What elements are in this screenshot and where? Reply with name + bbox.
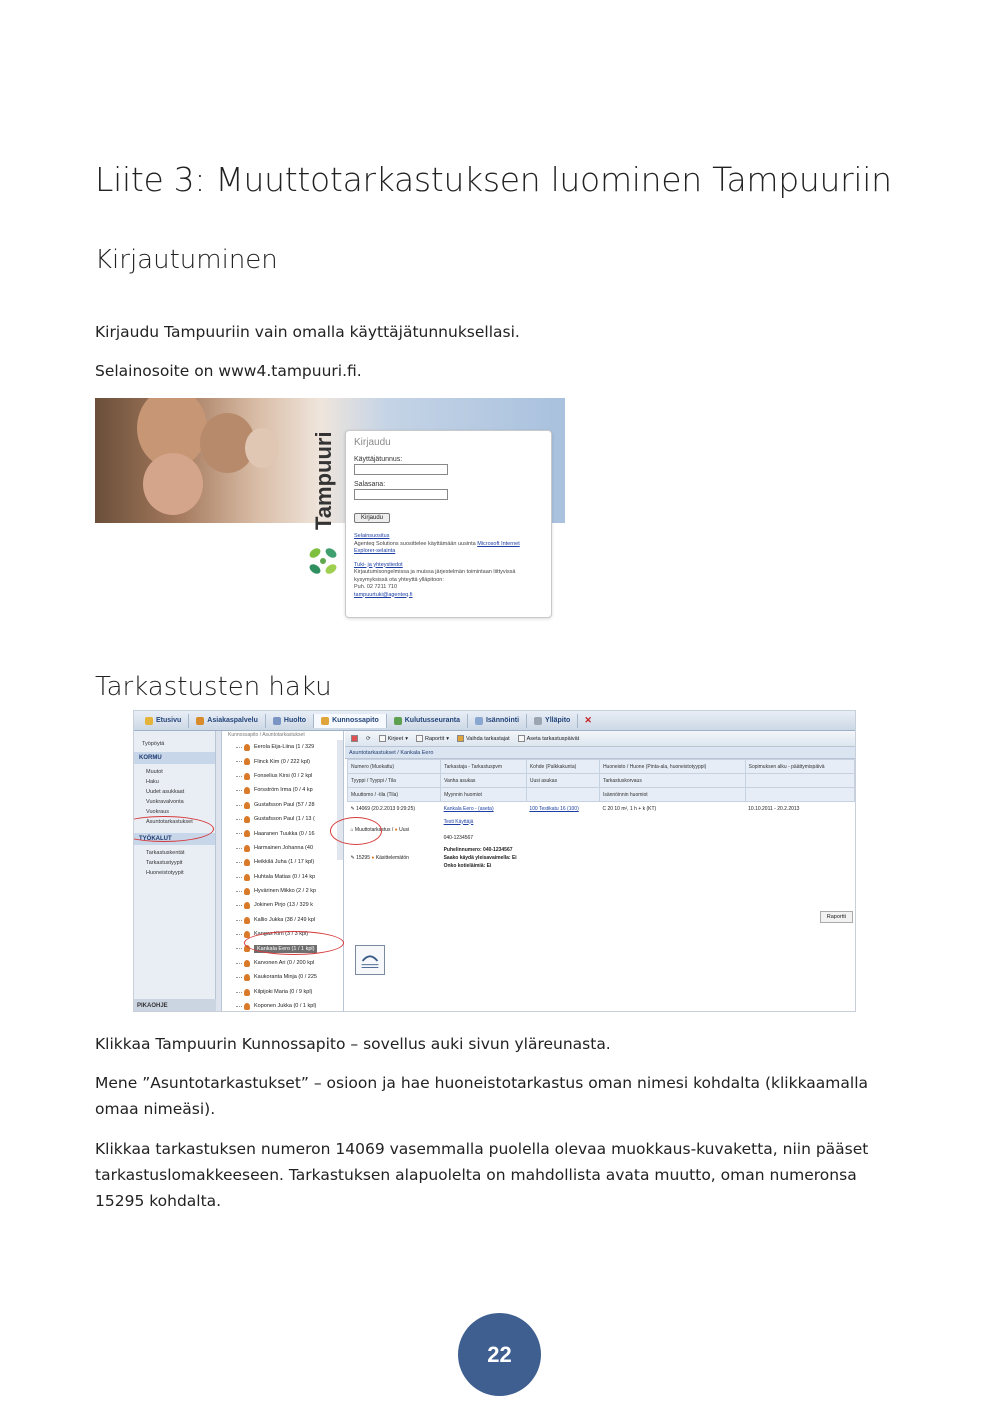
menu-yllapito[interactable]: Ylläpito bbox=[527, 714, 578, 728]
login-screenshot bbox=[95, 398, 565, 623]
contract-dates: 10.10.2011 - 20.2.2013 bbox=[748, 805, 800, 812]
tree-item[interactable] bbox=[222, 956, 343, 970]
login-panel-title: Kirjaudu bbox=[354, 437, 391, 448]
nav-section-tyokalut[interactable]: TYÖKALUT bbox=[134, 833, 215, 845]
person-icon bbox=[244, 917, 250, 924]
tree-connector bbox=[236, 963, 242, 964]
inspection-grid bbox=[347, 759, 855, 872]
nav-item-tarkastustyypit[interactable]: Tarkastustyypit bbox=[146, 860, 183, 866]
tree-connector bbox=[236, 761, 242, 762]
menu-isannointi[interactable]: Isännöinti bbox=[468, 714, 527, 728]
col-header: Vanha asukas bbox=[441, 774, 527, 788]
tree-item[interactable] bbox=[222, 999, 343, 1012]
tree-item-label: Flinck Kim (0 / 222 kpl) bbox=[254, 758, 310, 765]
tree-item[interactable] bbox=[222, 812, 343, 826]
col-header: Sopimuksen alku - päättymispäivä bbox=[745, 760, 854, 774]
tree-breadcrumb: Kunnossapito / Asuntotarkastukset bbox=[228, 732, 305, 738]
toolbar-raportit[interactable]: Raportit ▾ bbox=[416, 735, 449, 742]
tree-connector bbox=[236, 977, 242, 978]
tree-item-label: Huhtala Matias (0 / 14 kp bbox=[254, 873, 316, 880]
col-header: Tarkastaja - Tarkastuspvm bbox=[441, 760, 527, 774]
login-panel bbox=[345, 430, 552, 618]
password-field[interactable] bbox=[354, 489, 448, 500]
tree-item-label: Heikkilä Juha (1 / 17 kpl) bbox=[254, 859, 315, 866]
status-new: Uusi bbox=[399, 826, 410, 833]
nav-item-tarkastuskentat[interactable]: Tarkastuskentät bbox=[146, 850, 185, 856]
tree-item-label: Koponen Jukka (0 / 1 kpl) bbox=[254, 1003, 317, 1010]
table-row bbox=[348, 816, 855, 844]
tree-connector bbox=[236, 833, 242, 834]
inspector-link[interactable]: Kankala Eero - (aseta) bbox=[443, 805, 494, 812]
paragraph-open-kunnossapito: Klikkaa Tampuurin Kunnossapito – sovellus auki sivun yläreunasta. bbox=[95, 1035, 611, 1053]
col-header bbox=[745, 774, 854, 788]
close-icon[interactable]: ✕ bbox=[584, 715, 592, 725]
nav-item-haku[interactable]: Haku bbox=[146, 779, 159, 785]
tree-connector bbox=[236, 848, 242, 849]
paragraph-login-instruction: Kirjaudu Tampuuriin vain omalla käyttäjätunnuksellasi. bbox=[95, 323, 520, 341]
tree-item-label: Forsström Irma (0 / 4 kp bbox=[254, 787, 313, 794]
table-row[interactable] bbox=[348, 844, 855, 872]
menu-kunnossapito[interactable]: Kunnossapito bbox=[314, 714, 387, 728]
tampuuri-leaf-logo bbox=[305, 543, 341, 579]
nav-item-vuokraus[interactable]: Vuokraus bbox=[146, 809, 170, 815]
move-pets: Onko kotieläimiä: Ei bbox=[443, 862, 492, 869]
tree-connector bbox=[236, 920, 242, 921]
document-thumbnail-icon[interactable] bbox=[355, 945, 385, 975]
table-row[interactable] bbox=[348, 802, 855, 816]
person-icon bbox=[244, 773, 250, 780]
tree-item-label: Gustafsson Paul (57 / 28 bbox=[254, 801, 315, 808]
tree-connector bbox=[236, 992, 242, 993]
section-heading-login: Kirjautuminen bbox=[95, 245, 278, 275]
grid-title: Asuntotarkastukset / Kankala Eero bbox=[345, 747, 856, 759]
tree-item-label: Haaranen Tuukka (0 / 16 bbox=[254, 830, 315, 837]
tree-connector bbox=[236, 905, 242, 906]
tree-item-label: Gustafsson Paul (1 / 13 ( bbox=[254, 816, 315, 823]
highlight-ring-own-name bbox=[244, 931, 344, 955]
col-header: Numero (Muokattu) bbox=[348, 760, 441, 774]
toolbar-icon-a[interactable] bbox=[351, 735, 358, 742]
paragraph-edit-icon: Klikkaa tarkastuksen numeron 14069 vasemmalla puolella olevaa muokkaus-kuvaketta, niin pääset tarkastuslomakkeeseen. Tarkastuksen alapuolelta on mahdollista avata muutto, oman numeronsa 15295 kohdalta. bbox=[95, 1140, 869, 1210]
move-key-access: Saako käydä yleisavaimella: Ei bbox=[443, 854, 517, 861]
col-header bbox=[745, 788, 854, 802]
tree-item[interactable] bbox=[222, 769, 343, 783]
move-phone: Puhelinnumero: 040-1234567 bbox=[443, 846, 513, 853]
person-icon bbox=[244, 902, 250, 909]
tree-item[interactable] bbox=[222, 970, 343, 984]
nav-item-muutot[interactable]: Muutot bbox=[146, 769, 163, 775]
grid-header-row bbox=[348, 788, 855, 802]
tree-connector bbox=[236, 805, 242, 806]
user-phone: 040-1234567 bbox=[443, 834, 474, 841]
tree-item[interactable] bbox=[222, 985, 343, 999]
login-button[interactable]: Kirjaudu bbox=[354, 513, 390, 523]
apartment-link[interactable]: C 20 bbox=[602, 805, 613, 812]
person-icon bbox=[244, 1003, 250, 1010]
menu-huolto[interactable]: Huolto bbox=[266, 714, 314, 728]
person-icon bbox=[244, 830, 250, 837]
refresh-icon[interactable]: ⟳ bbox=[366, 735, 371, 742]
support-phone: Puh. 02 7211 710 bbox=[354, 584, 398, 590]
person-icon bbox=[244, 845, 250, 852]
browser-link[interactable]: Microsoft Internet Explorer-selainta bbox=[354, 540, 520, 554]
tree-connector bbox=[236, 891, 242, 892]
col-header: Uusi asukas bbox=[526, 774, 599, 788]
person-icon bbox=[244, 874, 250, 881]
move-type: Muuttotarkastus / bbox=[354, 826, 394, 833]
tree-item-label: Kangas Kim (3 / 3 kpl) bbox=[254, 931, 309, 938]
highlight-ring-edit-icon bbox=[330, 817, 382, 845]
tree-item-label: Kilpijoki Maria (0 / 9 kpl) bbox=[254, 988, 313, 995]
nav-item-tyopoyta[interactable]: Työpöytä bbox=[142, 741, 165, 747]
tree-item-label: Karvonen Ari (0 / 200 kpl bbox=[254, 960, 315, 967]
tree-item[interactable] bbox=[222, 740, 343, 754]
grid-header-row bbox=[348, 760, 855, 774]
tree-connector bbox=[236, 776, 242, 777]
person-icon bbox=[244, 974, 250, 981]
tree-item[interactable] bbox=[222, 754, 343, 768]
tree-connector bbox=[236, 934, 242, 935]
tampuuri-app-screenshot bbox=[133, 710, 856, 1012]
nav-item-asuntotarkastukset[interactable]: Asuntotarkastukset bbox=[146, 819, 193, 825]
nav-item-huoneistotyypit[interactable]: Huoneistotyypit bbox=[146, 870, 184, 876]
tree-connector bbox=[236, 790, 242, 791]
paragraph-asuntotarkastukset: Mene ”Asuntotarkastukset” – osioon ja hae huoneistotarkastus oman nimesi kohdalta (klikkaamalla omaa nimeäsi). bbox=[95, 1074, 869, 1118]
tree-connector bbox=[236, 747, 242, 748]
browser-text: Agenteq Solutions suosittelee käyttämään uusinta bbox=[354, 540, 476, 547]
tree-item[interactable] bbox=[222, 841, 343, 855]
password-label: Salasana: bbox=[354, 481, 386, 488]
grid-header-row bbox=[348, 774, 855, 788]
inspector-tree bbox=[222, 731, 344, 1012]
col-header bbox=[526, 788, 599, 802]
tree-item-label: Harmainen Johanna (40 bbox=[254, 844, 314, 851]
col-header: Muuttomo / -tila (Tila) bbox=[348, 788, 441, 802]
menu-etusivu[interactable]: Etusivu bbox=[138, 714, 189, 728]
report-button[interactable]: Raportti bbox=[820, 911, 853, 923]
house-icon: ⌂ bbox=[350, 826, 354, 833]
tree-item[interactable] bbox=[222, 884, 343, 898]
page-title: Liite 3: Muuttotarkastuksen luominen Tampuuriin bbox=[95, 160, 892, 199]
col-header: Tarkastuskorvaus bbox=[599, 774, 745, 788]
username-label: Käyttäjätunnus: bbox=[354, 456, 403, 463]
tree-item-label: Eerola Eija-Liina (1 / 329 bbox=[254, 744, 315, 751]
person-icon bbox=[244, 758, 250, 765]
paragraph-browser-address: Selainosoite on www4.tampuuri.fi. bbox=[95, 362, 362, 380]
nav-footer-pikaohje[interactable]: PIKAOHJE bbox=[134, 999, 216, 1012]
toolbar-vaihda-tarkastajat[interactable]: Vaihda tarkastajat bbox=[457, 735, 510, 742]
edit-icon[interactable]: ✎ bbox=[350, 854, 355, 861]
status-dot-icon: ● bbox=[371, 854, 375, 861]
tampuuri-logo: Tampuuri bbox=[311, 431, 336, 530]
tree-item-label: Jokinen Pirjo (13 / 329 k bbox=[254, 902, 314, 909]
username-field[interactable] bbox=[354, 464, 448, 475]
edit-icon[interactable]: ✎ bbox=[350, 805, 355, 812]
col-header: Myynnin huomiot bbox=[441, 788, 527, 802]
address-link[interactable]: 100 Testikatu 16 (100) bbox=[529, 805, 579, 812]
tree-connector bbox=[236, 819, 242, 820]
tree-item-label: Kallio Jukka (38 / 249 kpl bbox=[254, 916, 316, 923]
tree-item[interactable] bbox=[222, 855, 343, 869]
person-icon bbox=[244, 744, 250, 751]
menu-kulutusseuranta[interactable]: Kulutusseuranta bbox=[387, 714, 468, 728]
toolbar-kirjeet[interactable]: Kirjeet ▾ bbox=[379, 735, 408, 742]
person-icon bbox=[244, 787, 250, 794]
col-header: Tyyppi / Tyyppi / Tila bbox=[348, 774, 441, 788]
col-header: Kohde (Palkkakunta) bbox=[526, 760, 599, 774]
tree-item-label: Kaukoranta Minja (0 / 225 bbox=[254, 974, 317, 981]
inspection-main-panel bbox=[345, 731, 856, 1012]
support-heading[interactable]: Tuki- ja yhteystiedot bbox=[354, 561, 403, 568]
move-number: 15295 bbox=[356, 854, 370, 861]
app-menubar bbox=[134, 711, 856, 731]
support-text: Kirjautumisongelmissa ja muissa järjestelmän toimintaan liittyvissä kysymyksissä ota yhteyttä ylläpitoon: bbox=[354, 569, 516, 583]
tree-item[interactable] bbox=[222, 798, 343, 812]
status-dot-icon: ● bbox=[394, 826, 398, 833]
move-status: Käsittelemätön bbox=[375, 854, 409, 861]
person-icon bbox=[244, 888, 250, 895]
tree-item[interactable] bbox=[222, 913, 343, 927]
tree-connector bbox=[236, 877, 242, 878]
tree-item-label: Fonselius Kirsi (0 / 2 kpl bbox=[254, 772, 313, 779]
tree-item-label: Kankala Eero (1 / 1 kpl) bbox=[254, 945, 317, 953]
main-toolbar bbox=[345, 731, 856, 747]
nav-item-uudet-asukkaat[interactable]: Uudet asukkaat bbox=[146, 789, 185, 795]
menu-asiakaspalvelu[interactable]: Asiakaspalvelu bbox=[189, 714, 266, 728]
inspection-number: 14069 (20.2.2013 9:29:25) bbox=[356, 805, 416, 812]
person-icon bbox=[244, 960, 250, 967]
tree-item[interactable] bbox=[222, 898, 343, 912]
col-header: Isännöinnin huomiot bbox=[599, 788, 745, 802]
user-link[interactable]: Testi Käyttäjä bbox=[443, 818, 474, 825]
person-icon bbox=[244, 989, 250, 996]
section-heading-search: Tarkastusten haku bbox=[95, 672, 332, 702]
person-icon bbox=[244, 816, 250, 823]
tree-connector bbox=[236, 1006, 242, 1007]
browser-heading[interactable]: Selainsuositus bbox=[354, 533, 390, 539]
apartment-size: 10 m², 1 h + k (KT) bbox=[614, 805, 657, 812]
support-email-link[interactable]: tampuurtuki@agenteq.fi bbox=[354, 591, 413, 598]
tree-item[interactable] bbox=[222, 870, 343, 884]
person-icon bbox=[244, 859, 250, 866]
toolbar-aseta-tarkastuspaivat[interactable]: Aseta tarkastuspäivät bbox=[518, 735, 580, 742]
tree-connector bbox=[236, 862, 242, 863]
tree-item[interactable] bbox=[222, 826, 343, 840]
col-header: Huoneisto / Huone (Pinta-ala, huoneistotyyppi) bbox=[599, 760, 745, 774]
person-icon bbox=[244, 802, 250, 809]
app-left-nav bbox=[134, 731, 216, 1012]
nav-section-kormu[interactable]: KORMU bbox=[134, 752, 215, 764]
tree-connector bbox=[236, 948, 242, 949]
nav-item-vuokravalvonta[interactable]: Vuokravalvonta bbox=[146, 799, 184, 805]
page-number: 22 bbox=[458, 1313, 541, 1396]
tree-item-label: Hyvärinen Mikko (2 / 2 kp bbox=[254, 888, 317, 895]
tree-item[interactable] bbox=[222, 783, 343, 797]
